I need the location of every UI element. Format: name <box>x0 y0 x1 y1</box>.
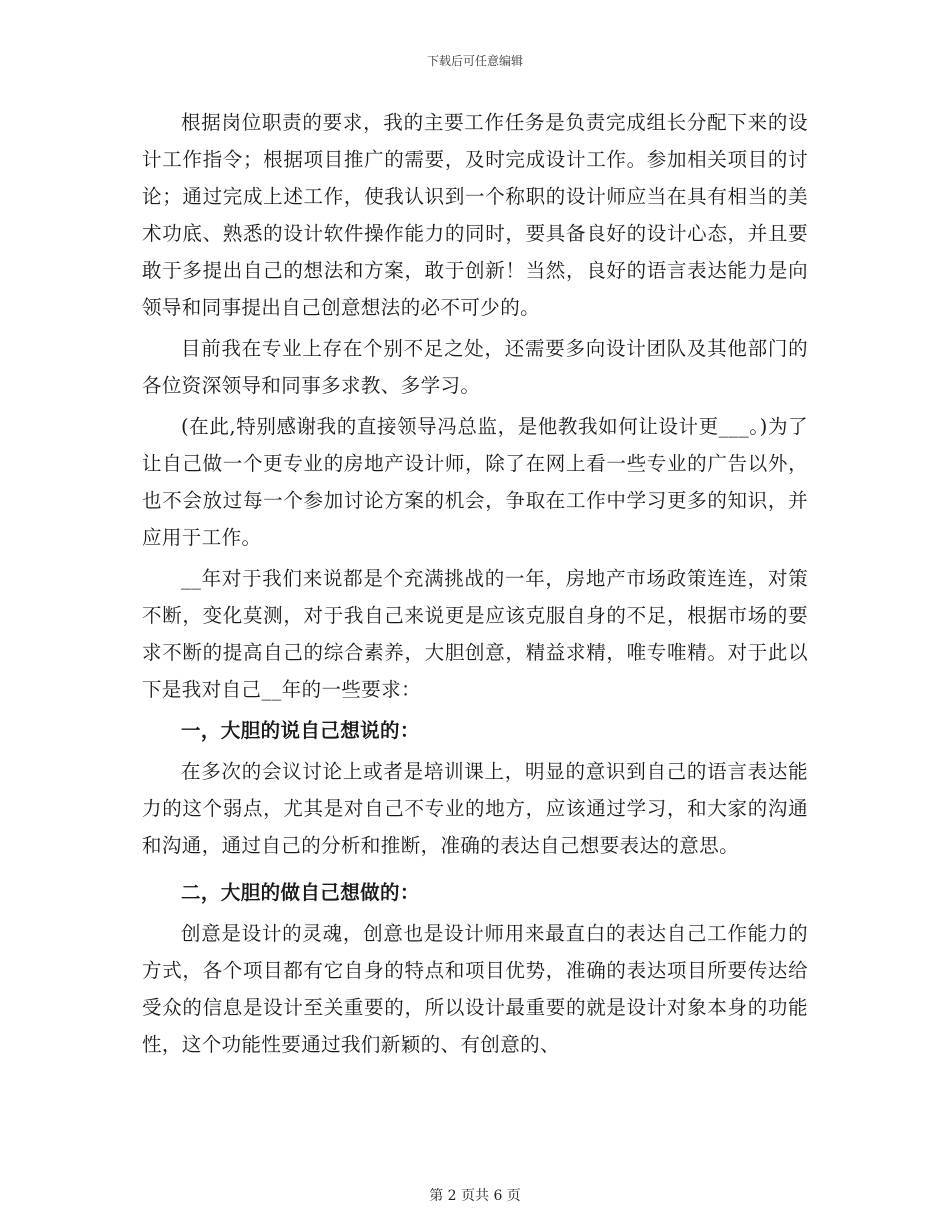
section-heading-do: 二，大胆的做自己想做的： <box>181 881 420 904</box>
section-heading-speak: 一，大胆的说自己想说的： <box>181 719 420 742</box>
paragraph-year-challenge: __年对于我们来说都是个充满挑战的一年，房地产市场政策连连，对策不断，变化莫测，对于我自己来说更是应该克服自身的不足，根据市场的要求不断的提高自己的综合素养，大胆创意，精益求精，唯专唯精。对于此以下是我对自己__年的一些要求： <box>142 567 808 701</box>
paragraph-shortcomings: 目前我在专业上存在个别不足之处，还需要多向设计团队及其他部门的各位资深领导和同事多求教、多学习。 <box>142 337 808 397</box>
document-body <box>142 104 808 1063</box>
paragraph-job-duties: 根据岗位职责的要求，我的主要工作任务是负责完成组长分配下来的设计工作指令；根据项目推广的需要，及时完成设计工作。参加相关项目的讨论；通过完成上述工作，使我认识到一个称职的设计师应当在具有相当的美术功底、熟悉的设计软件操作能力的同时，要具备良好的设计心态，并且要敢于多提出自己的想法和方案，敢于创新！当然，良好的语言表达能力是向领导和同事提出自己创意想法的必不可少的。 <box>142 111 808 319</box>
paragraph-acknowledgement: (在此,特别感谢我的直接领导冯总监，是他教我如何让设计更___。)为了让自己做一个更专业的房地产设计师，除了在网上看一些专业的广告以外，也不会放过每一个参加讨论方案的机会，争取在工作中学习更多的知识，并应用于工作。 <box>142 415 808 549</box>
paragraph-speak: 在多次的会议讨论上或者是培训课上，明显的意识到自己的语言表达能力的这个弱点，尤其是对自己不专业的地方，应该通过学习，和大家的沟通和沟通，通过自己的分析和推断，准确的表达自己想要表达的意思。 <box>142 760 808 857</box>
page-number: 第 2 页共 6 页 <box>429 1188 521 1204</box>
page-header-note: 下载后可任意编辑 <box>426 54 523 68</box>
paragraph-creativity: 创意是设计的灵魂，创意也是设计师用来最直白的表达自己工作能力的方式，各个项目都有它自身的特点和项目优势，准确的表达项目所要传达给受众的信息是设计至关重要的，所以设计最重要的就是设计对象本身的功能性，这个功能性要通过我们新颖的、有创意的、 <box>142 922 808 1056</box>
